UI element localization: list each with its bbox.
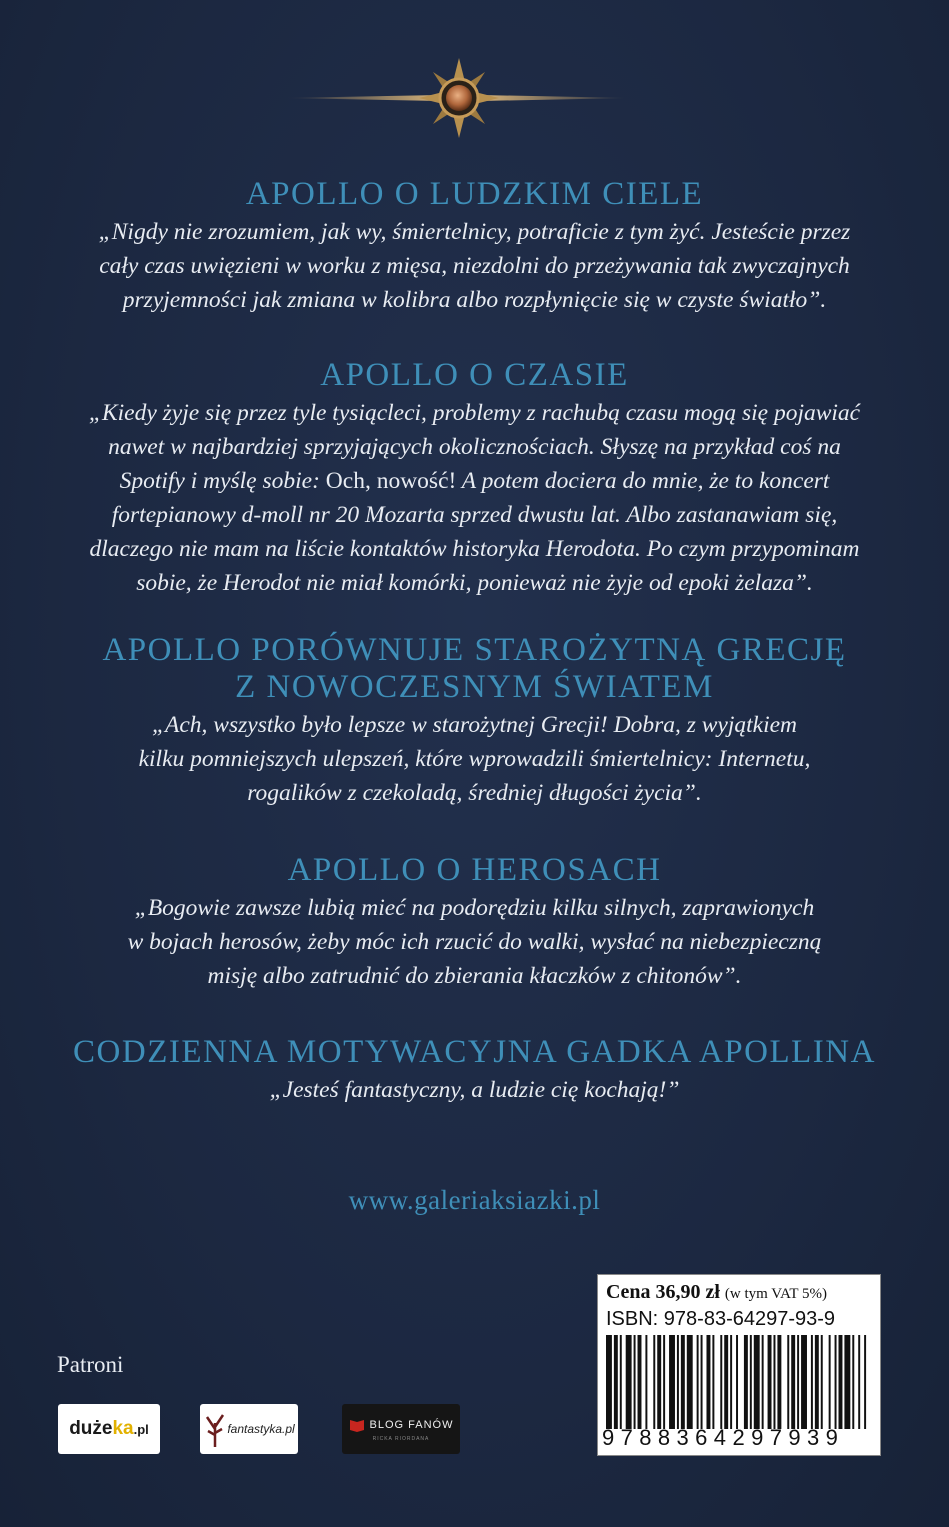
barcode-bar <box>606 1335 612 1429</box>
book-icon <box>349 1417 365 1433</box>
barcode-bar <box>701 1335 703 1429</box>
barcode-bar <box>858 1335 860 1429</box>
quote-line: kilku pomniejszych ulepszeń, które wprowadzili śmiertelnicy: Internetu, <box>138 746 811 772</box>
quote-line: nawet w najbardziej sprzyjających okolicznościach. Słyszę na przykład coś na <box>108 434 841 460</box>
fantastyka-logo: fantastyka.pl <box>200 1404 298 1454</box>
isbn: ISBN: 978-83-64297-93-9 <box>606 1308 836 1330</box>
barcode-bar <box>768 1335 772 1429</box>
website-link[interactable]: www.galeriaksiazki.pl <box>348 1185 601 1215</box>
duzeka-logo: dużeka.pl <box>58 1404 160 1454</box>
barcode-bar <box>835 1335 837 1429</box>
quote-line: rogalików z czekoladą, średniej długości życia”. <box>247 780 702 806</box>
quote-line: „Nigdy nie zrozumiem, jak wy, śmiertelnicy, potraficie z tym żyć. Jesteście przez <box>98 219 851 245</box>
quote-line: dlaczego nie mam na liście kontaktów historyka Herodota. Po czym przypominam <box>89 536 860 562</box>
quote-line: „Ach, wszystko było lepsze w starożytnej Grecji! Dobra, z wyjątkiem <box>151 712 798 738</box>
section-motivation <box>0 1034 949 1107</box>
barcode-bar <box>821 1335 823 1429</box>
price-sticker <box>597 1274 881 1456</box>
barcode-bar <box>681 1335 685 1429</box>
barcode-bar <box>712 1335 714 1429</box>
section-human-body <box>0 176 949 317</box>
quote-line: „Jesteś fantastyczny, a ludzie cię kochają!” <box>269 1077 680 1103</box>
quote-fragment-upright: Och, nowość! <box>325 468 457 494</box>
heading-line: APOLLO PORÓWNUJE STAROŻYTNĄ GRECJĘ <box>102 632 847 668</box>
blog-fanow-logo: BLOG FANÓW RICKA RIORDANA <box>342 1404 460 1454</box>
barcode-bar <box>626 1335 632 1429</box>
barcode-bar <box>653 1335 655 1429</box>
barcode-bar <box>687 1335 693 1429</box>
quote-fragment: A potem dociera do mnie, że to koncert <box>461 468 830 494</box>
barcode-bar <box>620 1335 622 1429</box>
quote-line: „Kiedy żyje się przez tyle tysiącleci, problemy z rachubą czasu mogą się pojawiać <box>88 400 861 426</box>
section-time <box>0 357 949 600</box>
section-quote <box>55 708 895 810</box>
barcode-bar <box>697 1335 699 1429</box>
barcode-digits: 9788364297939 <box>602 1425 845 1450</box>
section-heading: APOLLO O LUDZKIM CIELE <box>245 176 704 212</box>
barcode-bar <box>634 1335 636 1429</box>
barcode-bar <box>811 1335 813 1429</box>
tree-symbol-icon <box>203 1409 227 1449</box>
section-heading: APOLLO O CZASIE <box>320 357 629 393</box>
barcode-bar <box>638 1335 642 1429</box>
barcode-bar <box>744 1335 748 1429</box>
barcode-bar <box>754 1335 760 1429</box>
barcode-bar <box>777 1335 781 1429</box>
section-heroes <box>0 852 949 993</box>
quote-line: „Bogowie zawsze lubią mieć na podorędziu kilku silnych, zaprawionych <box>134 895 815 921</box>
barcode-bar <box>736 1335 738 1429</box>
section-quote <box>55 215 895 317</box>
section-quote <box>55 1073 895 1107</box>
quote-line: przyjemności jak zmiana w kolibra albo rozpłynięcie się w czyste światło”. <box>122 287 827 313</box>
barcode-bar <box>787 1335 789 1429</box>
section-heading: APOLLO O HEROSACH <box>287 852 662 888</box>
barcode-bar <box>762 1335 764 1429</box>
barcode-bar <box>864 1335 866 1429</box>
price: Cena 36,90 zł (w tym VAT 5%) <box>606 1281 827 1303</box>
barcode-bar <box>773 1335 775 1429</box>
quote-line: fortepianowy d-moll nr 20 Mozarta sprzed dwustu lat. Albo zastanawiam się, <box>111 502 838 528</box>
barcode-bar <box>614 1335 618 1429</box>
section-quote <box>55 396 895 600</box>
barcode-bar <box>844 1335 850 1429</box>
barcode-bar <box>677 1335 679 1429</box>
heading-line: Z NOWOCZESNYM ŚWIATEM <box>235 669 714 705</box>
barcode-bar <box>750 1335 752 1429</box>
barcode-bar <box>706 1335 710 1429</box>
barcode-bar <box>852 1335 854 1429</box>
quote-line: misję albo zatrudnić do zbierania kłaczków z chitonów”. <box>207 963 742 989</box>
section-quote <box>55 891 895 993</box>
section-greece-vs-modern <box>0 632 949 810</box>
barcode-bar <box>829 1335 831 1429</box>
barcode-bar <box>669 1335 675 1429</box>
barcode-bar <box>815 1335 819 1429</box>
barcode-bar <box>657 1335 661 1429</box>
barcode-bar <box>724 1335 728 1429</box>
patrons-label: Patroni <box>57 1352 124 1377</box>
barcode-bar <box>839 1335 843 1429</box>
quote-line: cały czas uwięzieni w worku z mięsa, niezdolni do przeżywania tak zwyczajnych <box>99 253 850 279</box>
barcode-bar <box>645 1335 647 1429</box>
barcode-bar <box>730 1335 732 1429</box>
quote-line <box>55 464 895 498</box>
barcode-bar <box>791 1335 795 1429</box>
quote-line: w bojach herosów, żeby móc ich rzucić do walki, wysłać na niebezpieczną <box>127 929 822 955</box>
barcode-bar <box>797 1335 799 1429</box>
barcode-bar <box>801 1335 807 1429</box>
sun-ornament-icon <box>0 55 949 145</box>
quote-line: sobie, że Herodot nie miał komórki, ponieważ nie żyje od epoki żelaza”. <box>136 570 813 596</box>
barcode-bar <box>720 1335 722 1429</box>
quote-fragment: Spotify i myślę sobie: <box>119 468 320 494</box>
section-heading: CODZIENNA MOTYWACYJNA GADKA APOLLINA <box>73 1034 876 1070</box>
section-heading <box>0 632 949 706</box>
barcode <box>606 1335 872 1429</box>
barcode-bar <box>663 1335 665 1429</box>
